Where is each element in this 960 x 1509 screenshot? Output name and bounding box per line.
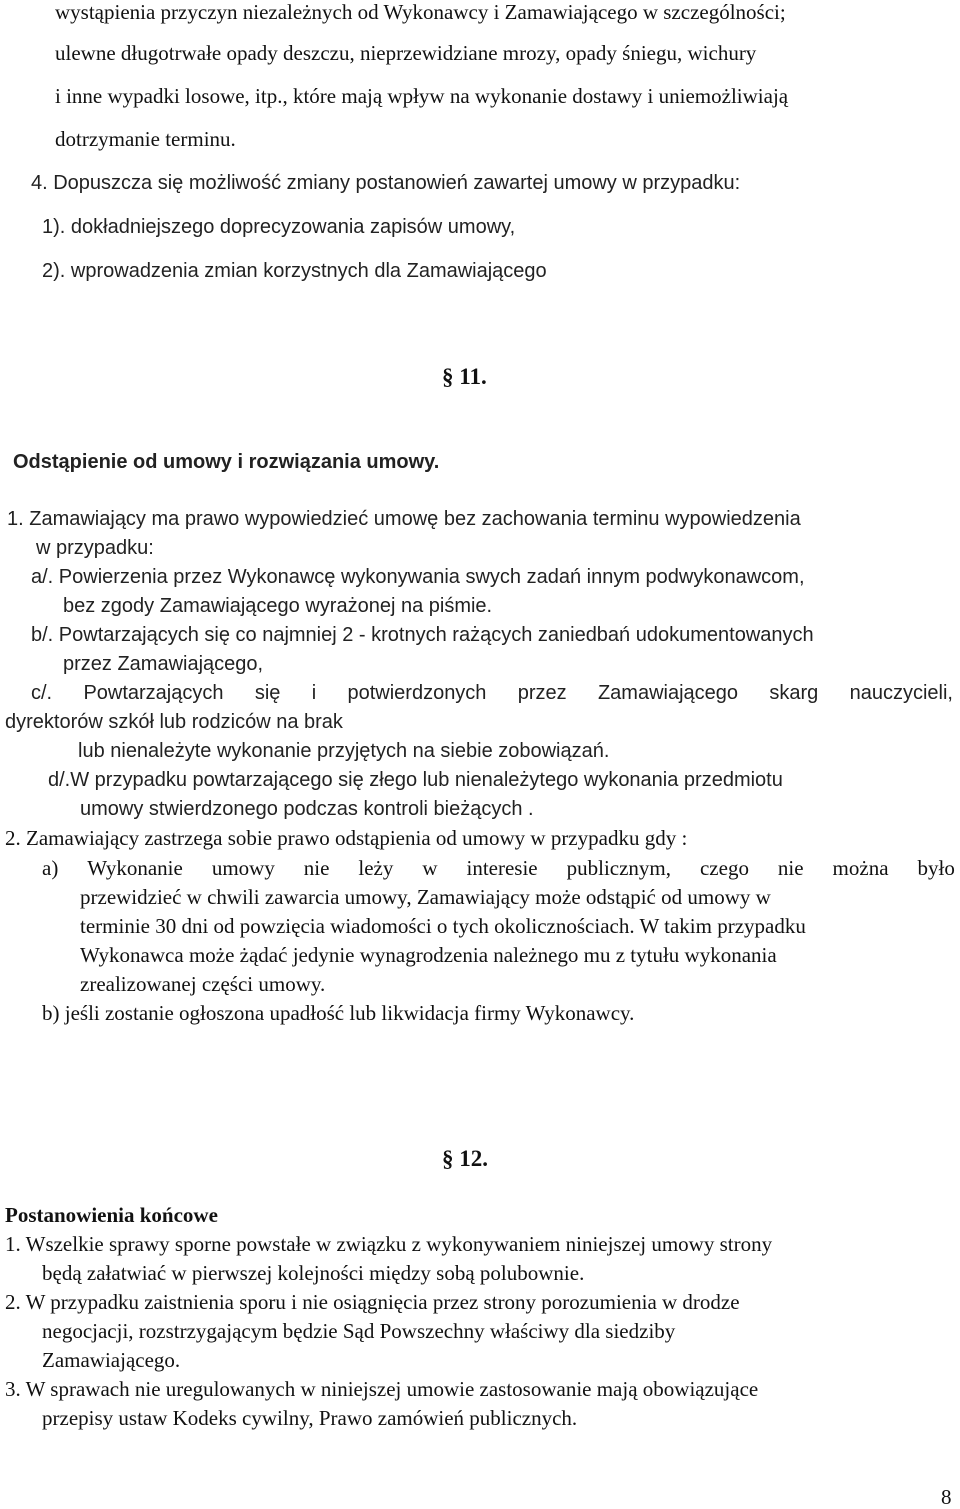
paragraph-line: umowy stwierdzonego podczas kontroli bieżących . (80, 798, 534, 820)
paragraph-line: lub nienależyte wykonanie przyjętych na siebie zobowiązań. (78, 740, 610, 762)
paragraph-4: 4. Dopuszcza się możliwość zmiany postanowień zawartej umowy w przypadku: (31, 172, 741, 194)
paragraph-line: dotrzymanie terminu. (55, 127, 236, 151)
paragraph-line: przewidzieć w chwili zawarcia umowy, Zamawiający może odstąpić od umowy w (80, 885, 771, 909)
section-12-title: Postanowienia końcowe (5, 1203, 218, 1227)
list-item-a: a/. Powierzenia przez Wykonawcę wykonywania swych zadań innym podwykonawcom, (31, 566, 805, 588)
paragraph-line: w przypadku: (36, 537, 154, 559)
section-11-number: § 11. (442, 364, 487, 389)
section-11-title: Odstąpienie od umowy i rozwiązania umowy. (13, 451, 440, 473)
paragraph-line: Zamawiającego. (42, 1348, 181, 1372)
paragraph-line: przez Zamawiającego, (63, 653, 264, 675)
paragraph-3: 3. W sprawach nie uregulowanych w niniejszej umowie zastosowanie mają obowiązujące (5, 1377, 759, 1401)
list-item-1: 1). dokładniejszego doprecyzowania zapisów umowy, (42, 216, 516, 238)
paragraph-line: wystąpienia przyczyn niezależnych od Wykonawcy i Zamawiającego w szczególności; (55, 0, 786, 24)
page-number: 8 (941, 1485, 952, 1509)
paragraph-2: 2. W przypadku zaistnienia sporu i nie osiągnięcia przez strony porozumienia w drodze (5, 1290, 740, 1314)
paragraph-line: ulewne długotrwałe opady deszczu, nieprzewidziane mrozy, opady śniegu, wichury (55, 41, 757, 65)
paragraph-line: i inne wypadki losowe, itp., które mają wpływ na wykonanie dostawy i uniemożliwiają (55, 84, 789, 108)
list-item-b: b/. Powtarzających się co najmniej 2 - krotnych rażących zaniedbań udokumentowanych (31, 624, 814, 646)
paragraph-line: negocjacji, rozstrzygającym będzie Sąd Powszechny właściwy dla siedziby (42, 1319, 676, 1343)
paragraph-2: 2. Zamawiający zastrzega sobie prawo odstąpienia od umowy w przypadku gdy : (5, 826, 688, 850)
list-item-b2: b) jeśli zostanie ogłoszona upadłość lub likwidacja firmy Wykonawcy. (42, 1001, 635, 1025)
list-item-a2: a) Wykonanie umowy nie leży w interesie publicznym, czego nie można było (42, 856, 955, 880)
list-item-c: c/. Powtarzających się i potwierdzonych przez Zamawiającego skarg nauczycieli, (31, 682, 953, 704)
paragraph-line: zrealizowanej części umowy. (80, 972, 326, 996)
paragraph-line: terminie 30 dni od powzięcia wiadomości o tych okolicznościach. W takim przypadku (80, 914, 806, 938)
paragraph-line: 1. Zamawiający ma prawo wypowiedzieć umowę bez zachowania terminu wypowiedzenia (7, 508, 801, 530)
section-12-number: § 12. (442, 1146, 488, 1171)
paragraph-line: Wykonawca może żądać jedynie wynagrodzenia należnego mu z tytułu wykonania (80, 943, 777, 967)
list-item-d: d/.W przypadku powtarzającego się złego lub nienależytego wykonania przedmiotu (48, 769, 783, 791)
list-item-2: 2). wprowadzenia zmian korzystnych dla Zamawiającego (42, 260, 547, 282)
paragraph-line: będą załatwiać w pierwszej kolejności między sobą polubownie. (42, 1261, 585, 1285)
paragraph-line: przepisy ustaw Kodeks cywilny, Prawo zamówień publicznych. (42, 1406, 578, 1430)
paragraph-1: 1. Wszelkie sprawy sporne powstałe w związku z wykonywaniem niniejszej umowy strony (5, 1232, 773, 1256)
paragraph-line: dyrektorów szkół lub rodziców na brak (5, 711, 343, 733)
paragraph-line: bez zgody Zamawiającego wyrażonej na piśmie. (63, 595, 493, 617)
